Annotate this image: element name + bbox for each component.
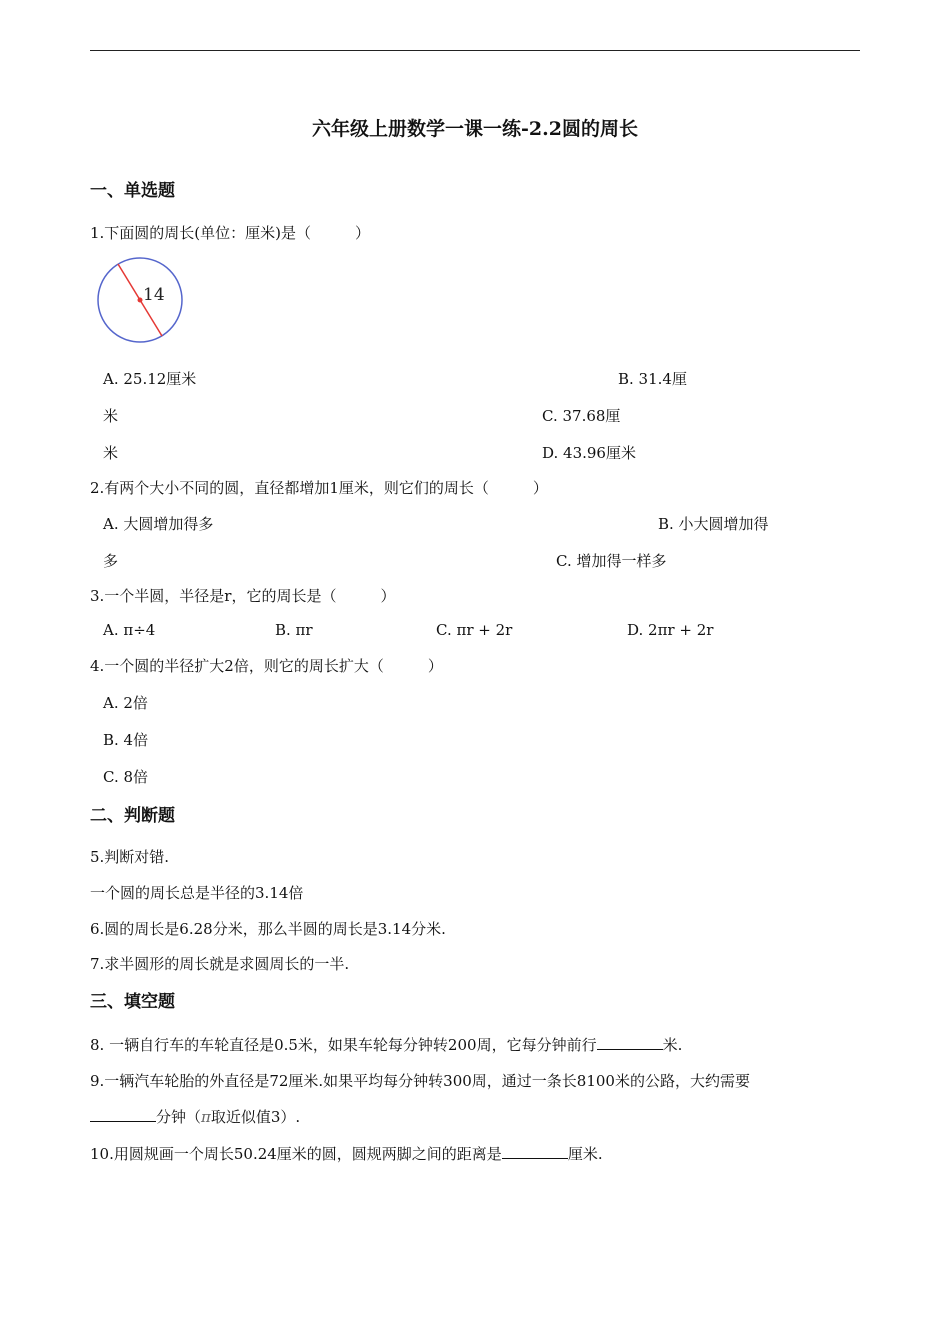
question-5: 5.判断对错. (90, 848, 170, 866)
question-3-stem: 3.一个半圆，半径是r，它的周长是（ (90, 587, 337, 605)
question-4-close: ） (427, 657, 443, 675)
question-9-note: 取近似值3）. (210, 1108, 301, 1126)
question-2 (90, 477, 548, 498)
q4-option-c[interactable]: C. 8倍 (103, 768, 149, 786)
question-9-blank[interactable] (90, 1107, 156, 1122)
center-point (138, 298, 143, 303)
question-8-blank[interactable] (597, 1035, 663, 1050)
q1-option-b[interactable]: B. 31.4厘 (618, 370, 687, 388)
q4-option-a[interactable]: A. 2倍 (103, 694, 148, 712)
question-8-unit: 米. (662, 1036, 683, 1054)
question-9: 9.一辆汽车轮胎的外直径是72厘米.如果平均每分钟转300周，通过一条长8100米的公路，大约需要 (90, 1072, 750, 1090)
q3-option-d[interactable]: D. 2πr + 2r (627, 621, 714, 639)
header-rule (90, 50, 860, 51)
q1-option-b-wrap: 米 (103, 407, 119, 425)
question-2-stem: 2.有两个大小不同的圆，直径都增加1厘米，则它们的周长（ (90, 479, 489, 497)
question-10-text: 10.用圆规画一个周长50.24厘米的圆，圆规两脚之间的距离是 (90, 1145, 502, 1163)
q2-option-b-wrap: 多 (103, 552, 119, 570)
pi-symbol: π (201, 1108, 211, 1126)
question-9-unit: 分钟（ (156, 1108, 202, 1126)
q3-option-b[interactable]: B. πr (275, 621, 313, 639)
question-8 (90, 1034, 682, 1055)
q1-option-a[interactable]: A. 25.12厘米 (103, 370, 197, 388)
diameter-label: 14 (143, 285, 165, 305)
q2-option-a[interactable]: A. 大圆增加得多 (103, 515, 214, 533)
question-5-statement: 一个圆的周长总是半径的3.14倍 (90, 884, 304, 902)
q2-option-b[interactable]: B. 小大圆增加得 (658, 515, 769, 533)
question-9-line2 (90, 1106, 300, 1127)
document-title: 六年级上册数学一课一练-2.2圆的周长 (312, 118, 638, 140)
question-1-stem: 1.下面圆的周长(单位：厘米)是（ (90, 224, 312, 242)
question-6: 6.圆的周长是6.28分米，那么半圆的周长是3.14分米. (90, 920, 446, 938)
question-4-stem: 4.一个圆的半径扩大2倍，则它的周长扩大（ (90, 657, 384, 675)
q4-option-b[interactable]: B. 4倍 (103, 731, 149, 749)
q1-option-c[interactable]: C. 37.68厘 (542, 407, 621, 425)
section-single-choice: 一、单选题 (90, 181, 175, 201)
question-10-blank[interactable] (502, 1144, 568, 1159)
question-1-close: ） (355, 224, 371, 242)
question-8-text: 8. 一辆自行车的车轮直径是0.5米，如果车轮每分钟转200周，它每分钟前行 (90, 1036, 597, 1054)
question-3-close: ） (380, 587, 396, 605)
q2-option-c[interactable]: C. 增加得一样多 (556, 552, 667, 570)
question-1 (90, 222, 370, 243)
circle-figure (94, 256, 186, 346)
section-fill-blank: 三、填空题 (90, 992, 175, 1012)
question-10 (90, 1143, 603, 1164)
section-true-false: 二、判断题 (90, 806, 175, 826)
q3-option-a[interactable]: A. π÷4 (103, 621, 156, 639)
q3-option-c[interactable]: C. πr + 2r (436, 621, 513, 639)
q1-option-d[interactable]: D. 43.96厘米 (542, 444, 636, 462)
question-4 (90, 655, 443, 676)
question-2-close: ） (532, 479, 548, 497)
question-3 (90, 585, 396, 606)
question-10-unit: 厘米. (567, 1145, 603, 1163)
q1-option-c-wrap: 米 (103, 444, 119, 462)
question-7: 7.求半圆形的周长就是求圆周长的一半. (90, 955, 350, 973)
